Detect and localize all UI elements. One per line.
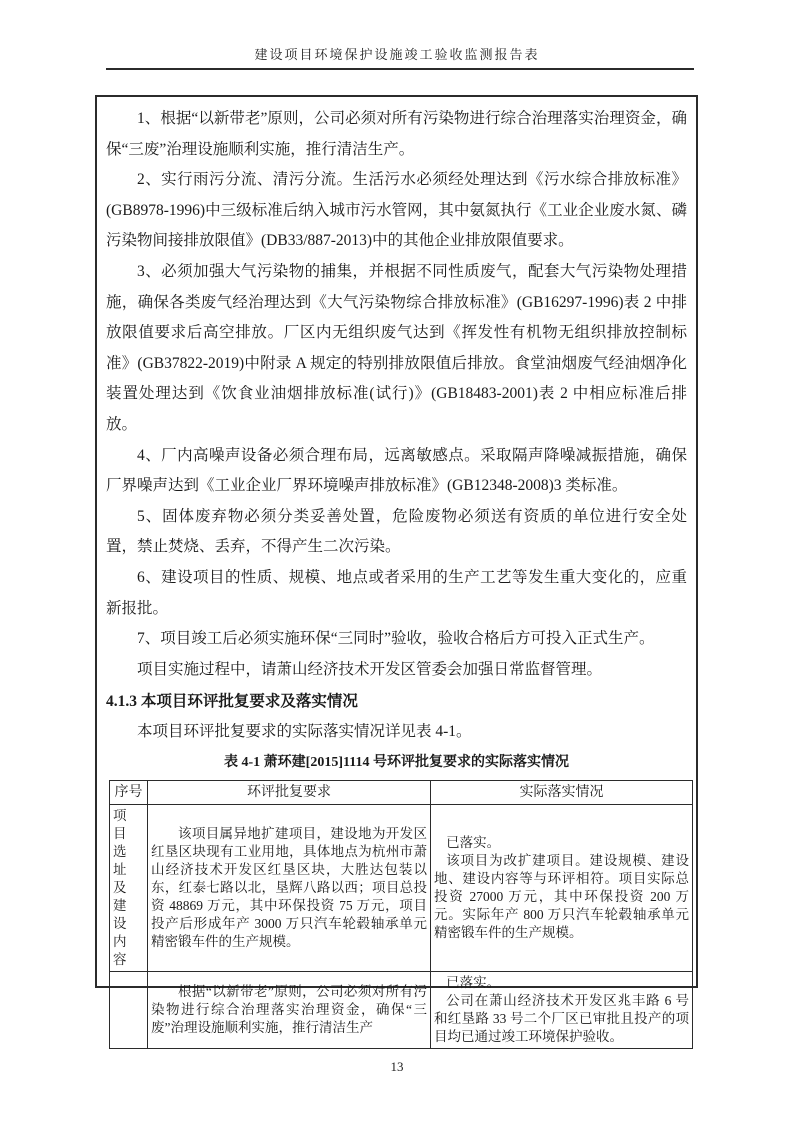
column-header-implementation: 实际落实情况	[431, 781, 693, 805]
running-header-title: 建设项目环境保护设施竣工验收监测报告表	[254, 47, 540, 62]
requirement-cell	[148, 972, 431, 1049]
requirement-text: 根据“以新带老”原则，公司必须对所有污染物进行综合治理落实治理资金，确保“三废”治理设施顺利实施，推行清洁生产	[151, 984, 427, 1036]
requirement-paragraph-3: 3、必须加强大气污染物的捕集，并根据不同性质废气，配套大气污染物处理措施，确保各类废气经治理达到《大气污染物综合排放标准》(GB16297-1996)表 2 中排放限值要求后高空排放。厂区内无组织废气达到《挥发性有机物无组织排放控制标准》(GB37822-2019)中附录 A 规定的特别排放限值后排放。食堂油烟废气经油烟净化装置处理达到《饮食业油烟排放标准(试行)》(GB18483-2001)表 2 中相应标准后排放。	[106, 262, 687, 433]
implementation-status: 已落实。	[446, 975, 501, 991]
section-heading-4-1-3: 4.1.3 本项目环评批复要求及落实情况	[106, 693, 358, 711]
header-rule	[106, 68, 694, 70]
supervision-paragraph: 项目实施过程中，请萧山经济技术开发区管委会加强日常监督管理。	[137, 660, 603, 678]
table-caption: 表 4-1 萧环建[2015]1114 号环评批复要求的实际落实情况	[224, 755, 569, 771]
column-header-index: 序号	[110, 781, 148, 805]
requirement-paragraph-6: 6、建设项目的性质、规模、地点或者采用的生产工艺等发生重大变化的，应重新报批。	[106, 568, 687, 617]
implementation-status: 已落实。	[446, 835, 501, 851]
row-label-cell	[110, 972, 148, 1049]
requirement-text: 该项目属异地扩建项目，建设地为开发区红垦区块现有工业用地，具体地点为杭州市萧山经济技术开发区红垦区块，大胜达包装以东，红泰七路以北，垦辉八路以西；项目总投资 48869 万元，其中环保投资 75 万元，项目投产后形成年产 3000 万只汽车轮毂轴承单元精密锻车件的生产规模。	[151, 826, 427, 950]
table-row	[110, 805, 693, 972]
requirement-paragraph-2: 2、实行雨污分流、清污分流。生活污水必须经处理达到《污水综合排放标准》(GB8978-1996)中三级标准后纳入城市污水管网，其中氨氮执行《工业企业废水氮、磷污染物间接排放限值》(DB33/887-2013)中的其他企业排放限值要求。	[106, 171, 687, 250]
implementation-cell	[431, 805, 693, 972]
requirement-paragraph-5: 5、固体废弃物必须分类妥善处置，危险废物必须送有资质的单位进行安全处置，禁止焚烧、丢弃，不得产生二次污染。	[106, 507, 687, 556]
page-number: 13	[390, 1059, 404, 1074]
requirement-paragraph-4: 4、厂内高噪声设备必须合理布局，远离敏感点。采取隔声降噪减振措施，确保厂界噪声达到《工业企业厂界环境噪声排放标准》(GB12348-2008)3 类标准。	[106, 446, 687, 495]
implementation-cell	[431, 972, 693, 1049]
column-header-requirement: 环评批复要求	[148, 781, 431, 805]
implementation-detail: 公司在萧山经济技术开发区兆丰路 6 号和红垦路 33 号二个厂区已审批且投产的项目均已通过竣工环境保护验收。	[434, 993, 689, 1045]
table-header-row	[110, 781, 693, 805]
section-intro: 本项目环评批复要求的实际落实情况详见表 4-1。	[137, 723, 472, 741]
approval-implementation-table	[109, 780, 693, 1049]
row-label-cell: 项目选址及建设内容	[110, 805, 148, 972]
implementation-detail: 该项目为改扩建项目。建设规模、建设地、建设内容等与环评相符。项目实际总投资 27000 万元，其中环保投资 200 万元。实际年产 800 万只汽车轮毂轴承单元精密锻车件的生产规模。	[434, 853, 689, 941]
content-box	[95, 95, 698, 1045]
requirement-paragraph-1: 1、根据“以新带老”原则，公司必须对所有污染物进行综合治理落实治理资金，确保“三废”治理设施顺利实施，推行清洁生产。	[106, 110, 687, 158]
requirement-cell	[148, 805, 431, 972]
requirement-paragraph-7: 7、项目竣工后必须实施环保“三同时”验收，验收合格后方可投入正式生产。	[137, 630, 655, 648]
table-row	[110, 972, 693, 1049]
